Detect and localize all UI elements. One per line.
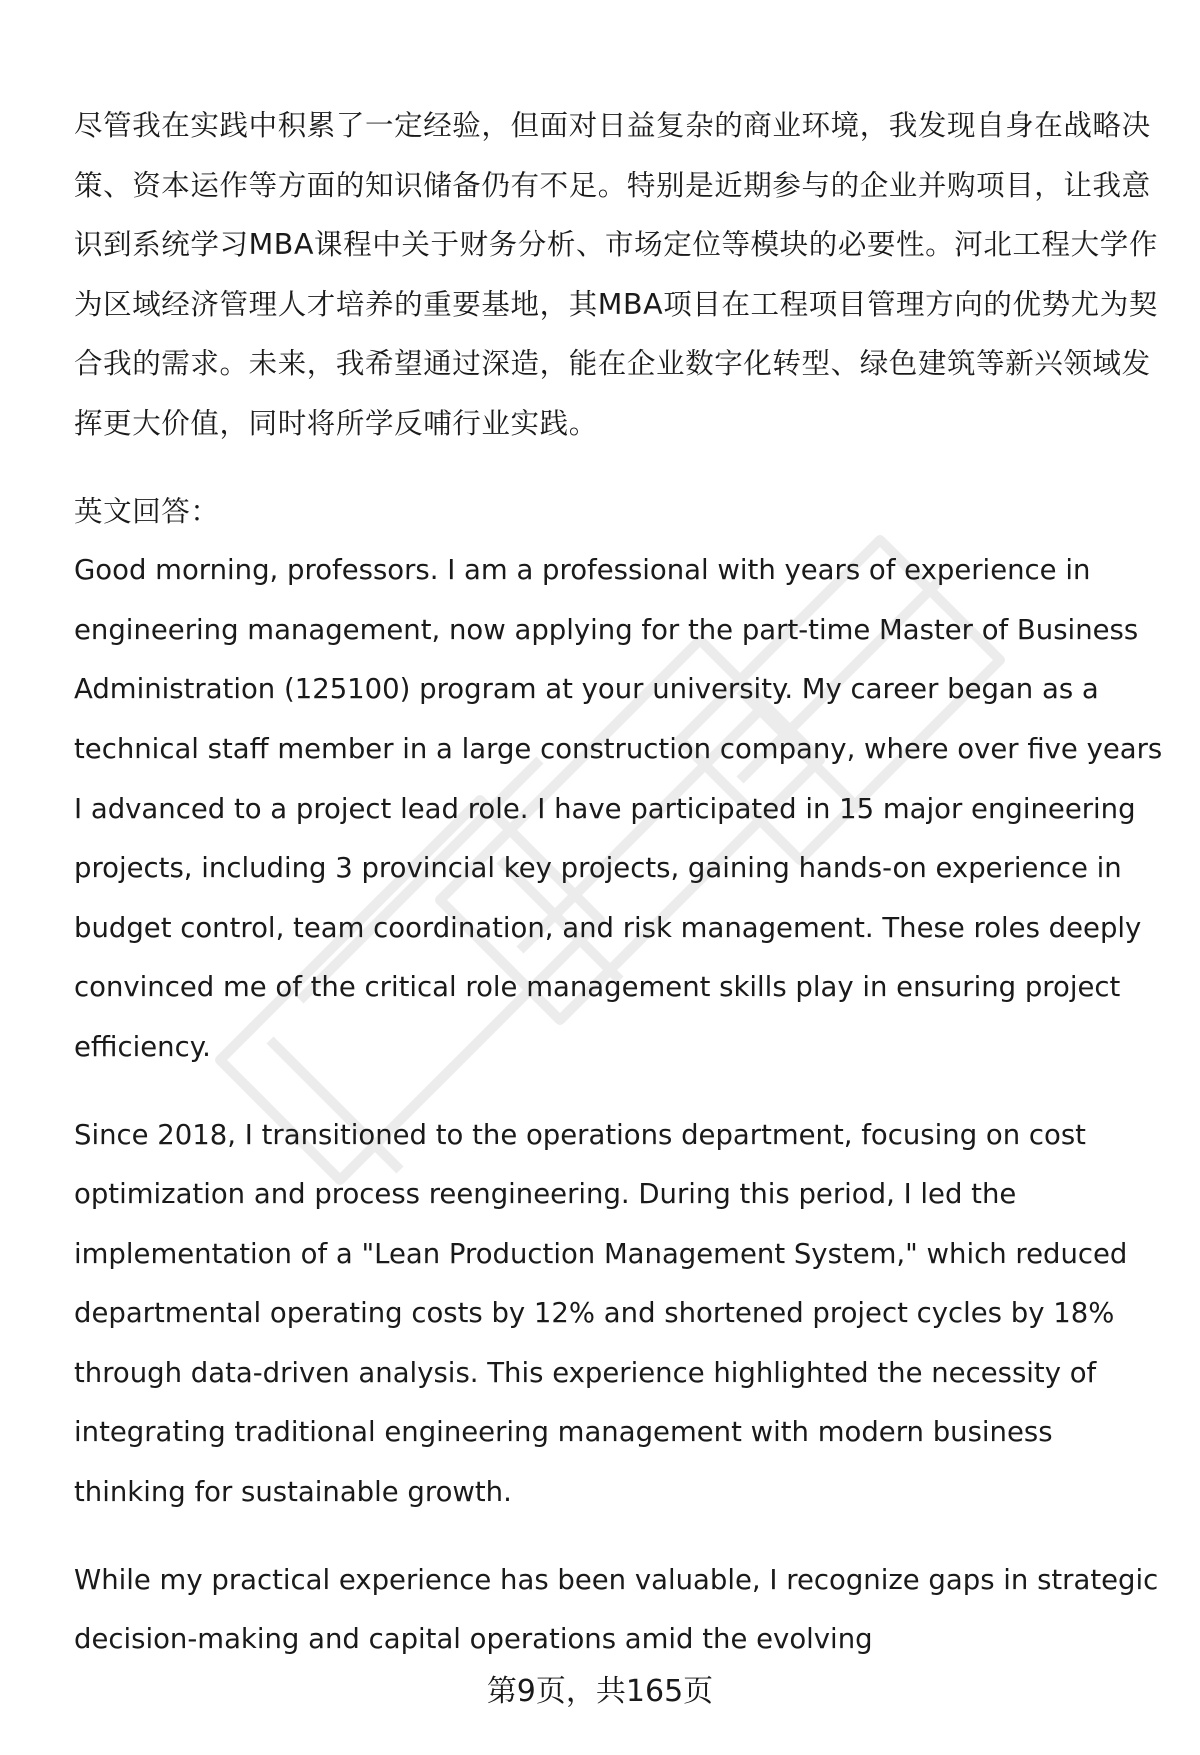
paragraph-english-intro: Good morning, professors. I am a professional with years of experience in engineering management, now applying for the part-time Master of Business Administration (125100) program at your university. My career began as a technical staff member in a large construction company, where over five years I advanced to a project lead role. I have participated in 15 major engineering projects, including 3 provincial key projects, gaining hands-on experience in budget control, team coordination, and risk management. These roles deeply convinced me of the critical role management skills play in ensuring project efficiency. xyxy=(74,554,1163,1063)
paragraph-chinese-closing: 尽管我在实践中积累了一定经验，但面对日益复杂的商业环境，我发现自身在战略决策、资本运作等方面的知识储备仍有不足。特别是近期参与的企业并购项目，让我意识到系统学习MBA课程中关于财务分析、市场定位等模块的必要性。河北工程大学作为区域经济管理人才培养的重要基地，其MBA项目在工程项目管理方向的优势尤为契合我的需求。未来，我希望通过深造，能在企业数字化转型、绿色建筑等新兴领域发挥更大价值，同时将所学反哺行业实践。 xyxy=(74,109,1158,440)
english-answer-label: 英文回答： xyxy=(74,494,220,528)
page-number-footer: 第9页，共165页 xyxy=(486,1674,714,1709)
paragraph-english-operations: Since 2018, I transitioned to the operations department, focusing on cost optimization and process reengineering. During this period, I led the implementation of a "Lean Production Management System," which reduced departmental operating costs by 12% and shortened project cycles by 18% through data-driven analysis. This experience highlighted the necessity of integrating traditional engineering management with modern business thinking for sustainable growth. xyxy=(74,1118,1128,1509)
paragraph-english-gaps: While my practical experience has been valuable, I recognize gaps in strategic decision-making and capital operations amid the evolving xyxy=(74,1563,1159,1656)
document-body xyxy=(74,96,1164,1670)
